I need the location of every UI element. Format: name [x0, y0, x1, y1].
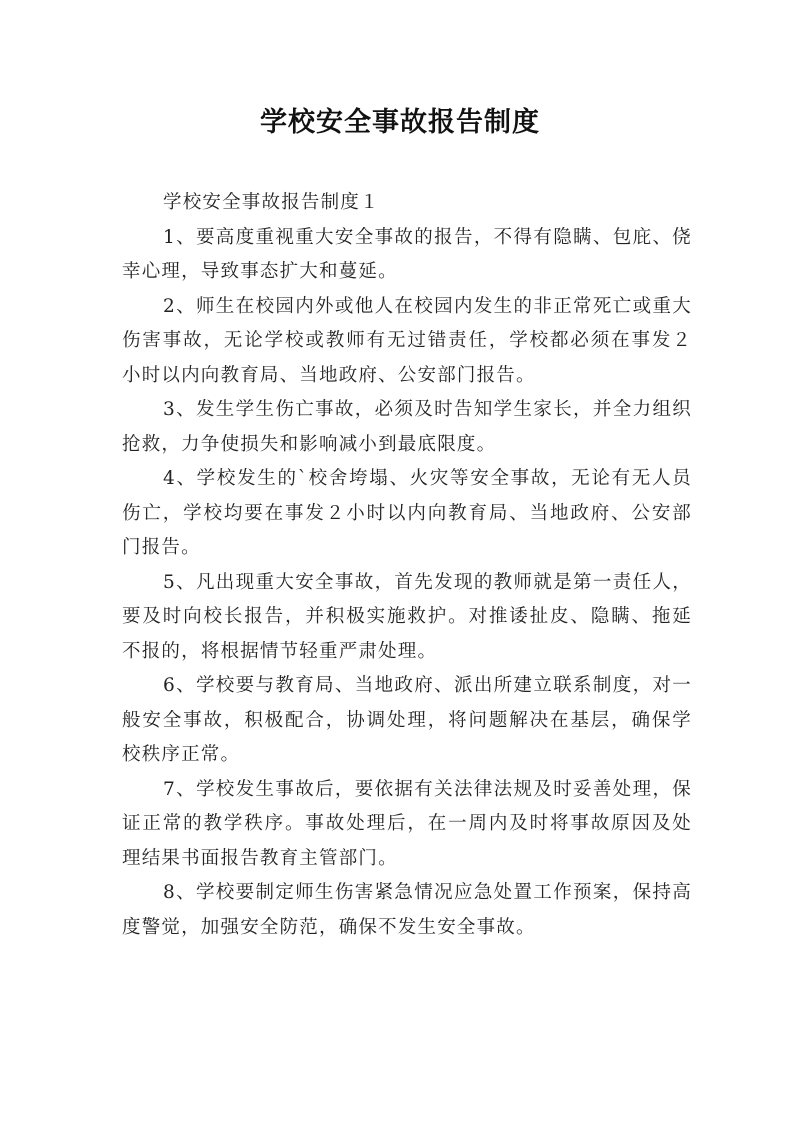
rule-paragraph-8: 8、学校要制定师生伤害紧急情况应急处置工作预案，保持高度警觉，加强安全防范，确保不发生安全事故。: [122, 882, 692, 938]
rule-paragraph-1: 1、要高度重视重大安全事故的报告，不得有隐瞒、包庇、侥幸心理，导致事态扩大和蔓延。: [122, 226, 692, 282]
rule-paragraph-5: 5、凡出现重大安全事故，首先发现的教师就是第一责任人，要及时向校长报告，并积极实施救护。对推诿扯皮、隐瞒、拖延不报的，将根据情节轻重严肃处理。: [122, 571, 692, 662]
document-subtitle: 学校安全事故报告制度１: [163, 192, 380, 213]
rule-paragraph-7: 7、学校发生事故后，要依据有关法律法规及时妥善处理，保证正常的教学秩序。事故处理后，在一周内及时将事故原因及处理结果书面报告教育主管部门。: [122, 778, 692, 869]
rule-paragraph-3: 3、发生学生伤亡事故，必须及时告知学生家长，并全力组织抢救，力争使损失和影响减小到最底限度。: [122, 399, 692, 455]
rule-paragraph-4: 4、学校发生的`校舍垮塌、火灾等安全事故，无论有无人员伤亡，学校均要在事发２小时以内向教育局、当地政府、公安部门报告。: [122, 468, 692, 558]
rule-paragraph-6: 6、学校要与教育局、当地政府、派出所建立联系制度，对一般安全事故，积极配合，协调处理，将问题解决在基层，确保学校秩序正常。: [122, 675, 692, 765]
document-body: [122, 186, 692, 945]
rule-paragraph-2: 2、师生在校园内外或他人在校园内发生的非正常死亡或重大伤害事故，无论学校或教师有无过错责任，学校都必须在事发２小时以内向教育局、当地政府、公安部门报告。: [122, 295, 692, 386]
document-title: 学校安全事故报告制度: [260, 107, 540, 138]
